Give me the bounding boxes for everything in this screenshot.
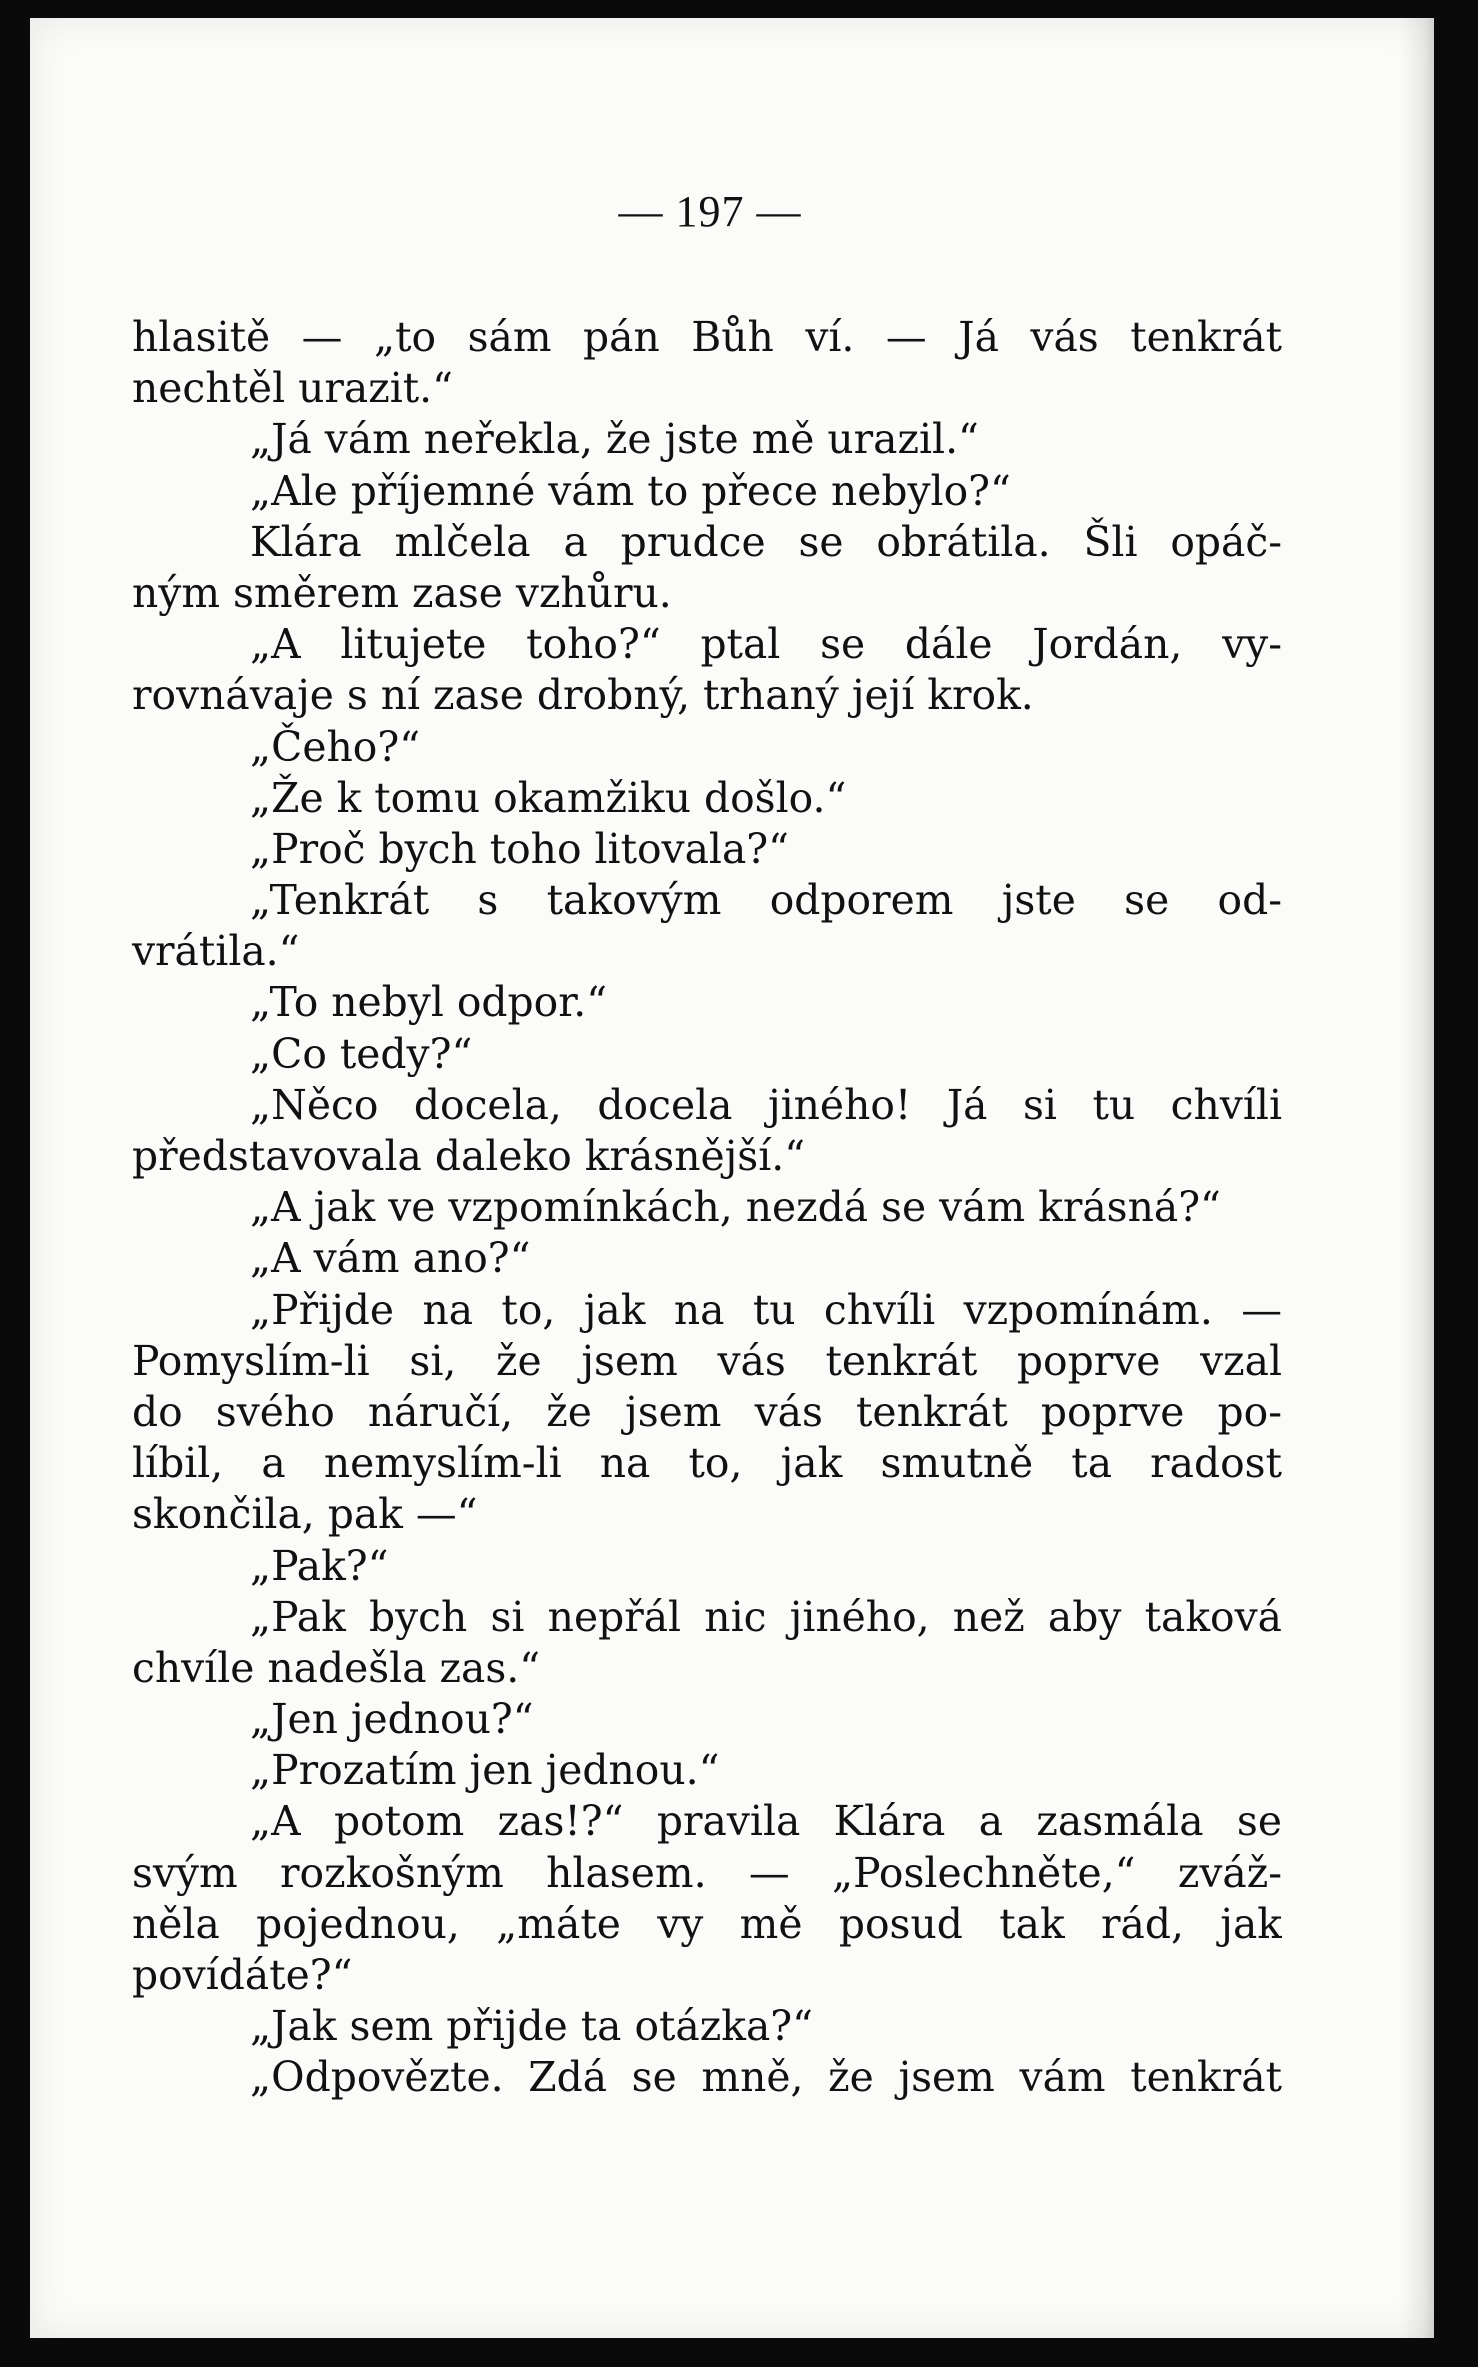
text-line: „Odpovězte. Zdá se mně, že jsem vám tenkrát bbox=[250, 2053, 1282, 2102]
text-line: „A jak ve vzpomínkách, nezdá se vám krásná?“ bbox=[250, 1183, 1221, 1232]
text-line: vrátila.“ bbox=[132, 927, 300, 976]
text-line: „Čeho?“ bbox=[250, 722, 421, 771]
text-line: nechtěl urazit.“ bbox=[132, 364, 453, 413]
text-line: „Prozatím jen jednou.“ bbox=[250, 1746, 720, 1795]
text-line: „Proč bych toho litovala?“ bbox=[250, 824, 790, 873]
text-line: rovnávaje s ní zase drobný, trhaný její krok. bbox=[132, 671, 1034, 720]
text-line: „Co tedy?“ bbox=[250, 1029, 473, 1078]
text-line: „Tenkrát s takovým odporem jste se od- bbox=[250, 876, 1282, 925]
text-line: Klára mlčela a prudce se obrátila. Šli opáč- bbox=[250, 517, 1282, 566]
text-line: „Ale příjemné vám to přece nebylo?“ bbox=[250, 466, 1011, 515]
text-line: „Něco docela, docela jiného! Já si tu chvíli bbox=[250, 1080, 1282, 1129]
text-line: „Že k tomu okamžiku došlo.“ bbox=[250, 773, 847, 822]
text-line: skončila, pak —“ bbox=[132, 1490, 478, 1539]
text-line: „A potom zas!?“ pravila Klára a zasmála se bbox=[250, 1797, 1282, 1846]
body-text bbox=[132, 312, 1282, 2104]
text-line: „Jak sem přijde ta otázka?“ bbox=[250, 2002, 814, 2051]
text-line: „Přijde na to, jak na tu chvíli vzpomínám. — bbox=[250, 1285, 1282, 1334]
text-line: „Pak bych si nepřál nic jiného, než aby taková bbox=[250, 1592, 1282, 1641]
text-line: Pomyslím-li si, že jsem vás tenkrát poprve vzal bbox=[132, 1336, 1282, 1385]
text-line: „Jen jednou?“ bbox=[250, 1695, 534, 1744]
text-line: „Pak?“ bbox=[250, 1541, 389, 1590]
text-line: líbil, a nemyslím-li na to, jak smutně ta radost bbox=[132, 1439, 1282, 1488]
book-page bbox=[30, 18, 1434, 2338]
page-gutter-shadow bbox=[1400, 18, 1440, 2338]
text-line: něla pojednou, „máte vy mě posud tak rád, jak bbox=[132, 1899, 1282, 1948]
text-line: povídáte?“ bbox=[132, 1951, 353, 1999]
text-line: „A vám ano?“ bbox=[250, 1234, 531, 1283]
text-line: „To nebyl odpor.“ bbox=[250, 978, 608, 1027]
text-line: do svého náručí, že jsem vás tenkrát poprve po- bbox=[132, 1387, 1282, 1436]
text-line: ným směrem zase vzhůru. bbox=[132, 568, 672, 617]
text-line: svým rozkošným hlasem. — „Poslechněte,“ zváž- bbox=[132, 1848, 1282, 1897]
text-line: hlasitě — „to sám pán Bůh ví. — Já vás tenkrát bbox=[132, 313, 1282, 361]
text-line: „A litujete toho?“ ptal se dále Jordán, vy- bbox=[250, 620, 1282, 669]
text-line: chvíle nadešla zas.“ bbox=[132, 1643, 541, 1692]
text-line: „Já vám neřekla, že jste mě urazil.“ bbox=[250, 415, 979, 464]
page-number: — 197 — bbox=[618, 187, 802, 236]
text-line: představovala daleko krásnější.“ bbox=[132, 1132, 806, 1180]
